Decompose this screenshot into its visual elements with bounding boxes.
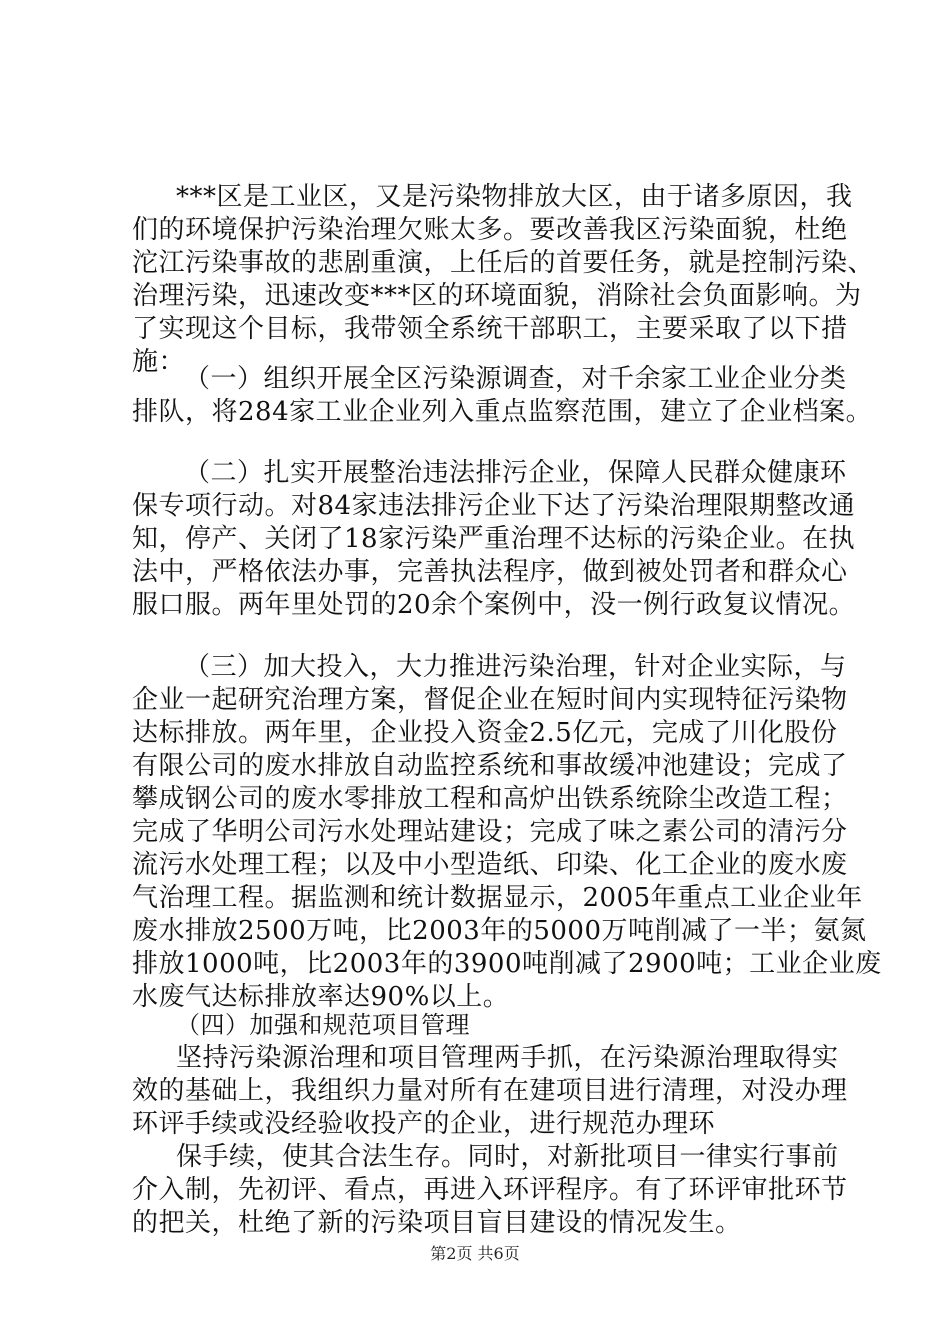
paragraph-line: 们的环境保护污染治理欠账太多。要改善我区污染面貌，杜绝	[132, 215, 848, 245]
paragraph-line: 气治理工程。据监测和统计数据显示，2005年重点工业企业年	[132, 883, 863, 913]
paragraph-line: 施：	[132, 347, 186, 377]
paragraph-line: 的把关，杜绝了新的污染项目盲目建设的情况发生。	[132, 1208, 742, 1238]
paragraph-line: 环评手续或没经验收投产的企业，进行规范办理环	[132, 1109, 716, 1139]
paragraph-line: 完成了华明公司污水处理站建设；完成了味之素公司的清污分	[132, 817, 848, 847]
section-heading-1: （一）组织开展全区污染源调查，对千余家工业企业分类	[184, 364, 847, 394]
section-heading-4: （四）加强和规范项目管理	[176, 1011, 470, 1039]
section-heading-3: （三）加大投入，大力推进污染治理，针对企业实际，与	[184, 652, 847, 682]
paragraph-line: 介入制，先初评、看点，再进入环评程序。有了环评审批环节	[132, 1175, 848, 1205]
paragraph-line: 企业一起研究治理方案，督促企业在短时间内实现特征污染物	[132, 685, 848, 715]
paragraph-line: 治理污染，迅速改变***区的环境面貌，消除社会负面影响。为	[132, 281, 862, 311]
paragraph-line: 服口服。两年里处罚的20余个案例中，没一例行政复议情况。	[132, 590, 856, 620]
section-heading-2: （二）扎实开展整治违法排污企业，保障人民群众健康环	[184, 458, 847, 488]
page-number-footer: 第2页 共6页	[430, 1244, 520, 1263]
paragraph-line: 法中，严格依法办事，完善执法程序，做到被处罚者和群众心	[132, 557, 848, 587]
paragraph-line: 废水排放2500万吨，比2003年的5000万吨削减了一半；氨氮	[132, 916, 867, 946]
paragraph-line: 达标排放。两年里，企业投入资金2.5亿元，完成了川化股份	[132, 718, 838, 748]
paragraph-line: 保专项行动。对84家违法排污企业下达了污染治理限期整改通	[132, 491, 856, 521]
paragraph-line: 沱江污染事故的悲剧重演，上任后的首要任务，就是控制污染、	[132, 248, 875, 278]
paragraph-line: 排队，将284家工业企业列入重点监察范围，建立了企业档案。	[132, 397, 873, 427]
paragraph-line: 流污水处理工程；以及中小型造纸、印染、化工企业的废水废	[132, 850, 848, 880]
paragraph-line: 了实现这个目标，我带领全系统干部职工，主要采取了以下措	[132, 314, 848, 344]
paragraph-line: 坚持污染源治理和项目管理两手抓，在污染源治理取得实	[176, 1043, 839, 1073]
paragraph-line: 有限公司的废水排放自动监控系统和事故缓冲池建设；完成了	[132, 751, 848, 781]
paragraph-line: 水废气达标排放率达90%以上。	[132, 982, 510, 1012]
paragraph-line: ***区是工业区，又是污染物排放大区，由于诸多原因，我	[176, 182, 853, 212]
paragraph-line: 知，停产、关闭了18家污染严重治理不达标的污染企业。在执	[132, 524, 856, 554]
paragraph-line: 攀成钢公司的废水零排放工程和高炉出铁系统除尘改造工程；	[132, 784, 848, 814]
paragraph-line: 效的基础上，我组织力量对所有在建项目进行清理，对没办理	[132, 1076, 848, 1106]
paragraph-line: 排放1000吨，比2003年的3900吨削减了2900吨；工业企业废	[132, 949, 882, 979]
paragraph-line: 保手续，使其合法生存。同时，对新批项目一律实行事前	[176, 1142, 839, 1172]
